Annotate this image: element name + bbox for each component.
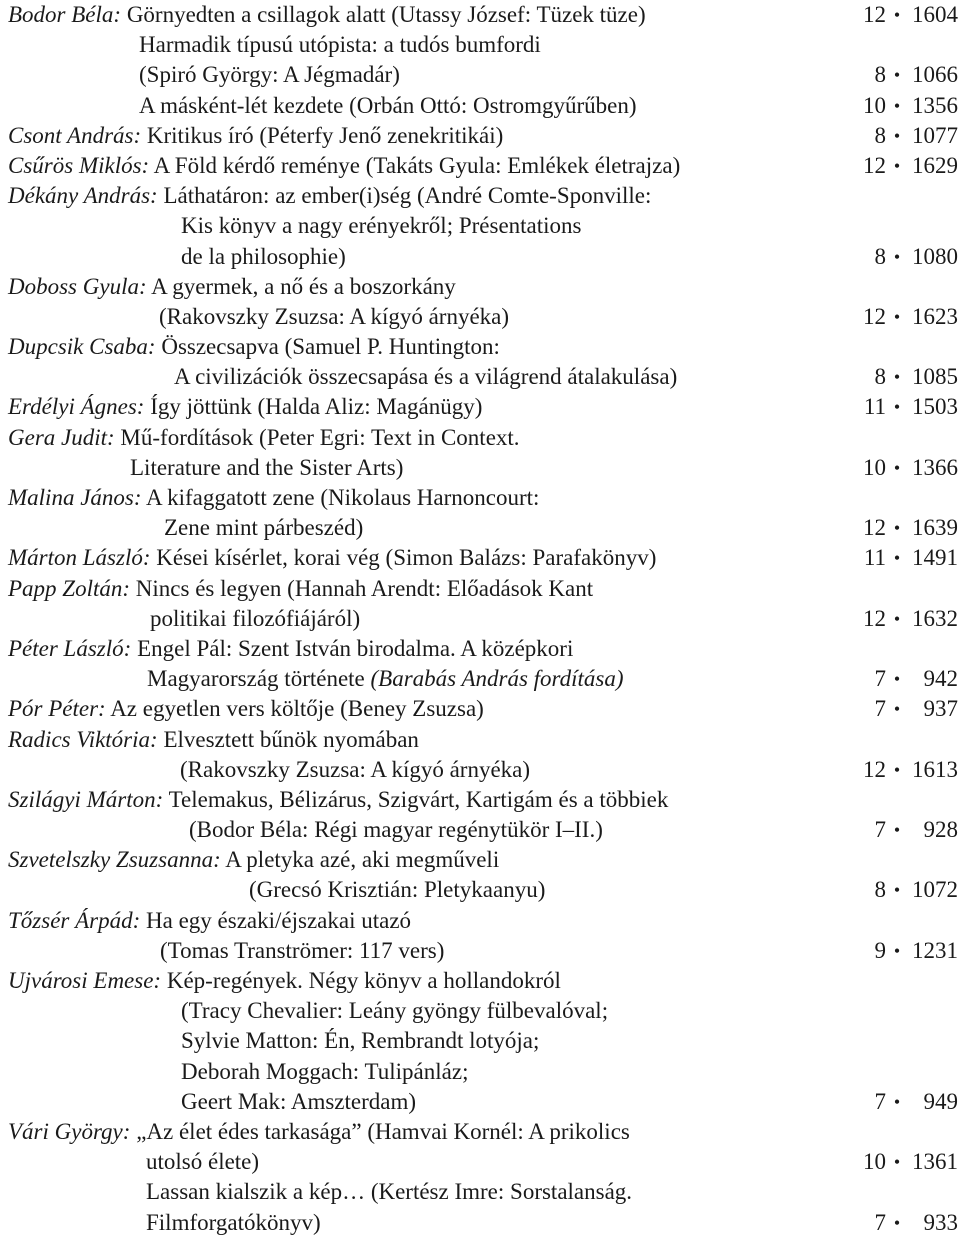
page-number: 1491	[912, 545, 958, 571]
review-title: Literature and the Sister Arts)	[130, 454, 404, 480]
bullet-separator: •	[893, 125, 901, 146]
issue-page-reference	[852, 362, 958, 392]
entry-text	[159, 302, 509, 332]
review-title: A másként-lét kezdete (Orbán Ottó: Ostromgyűrűben)	[139, 92, 637, 118]
index-entry-line	[0, 91, 960, 121]
issue-page-reference	[852, 242, 958, 272]
author-name: Bodor Béla:	[8, 2, 122, 27]
issue-page-reference	[852, 302, 958, 332]
bullet-separator: •	[893, 820, 901, 841]
entry-text	[160, 936, 444, 966]
author-name: Vári György:	[8, 1118, 131, 1144]
entry-text	[180, 755, 530, 785]
index-entry-line	[0, 1177, 960, 1207]
page-number: 1072	[912, 877, 958, 903]
page-number: 1623	[912, 303, 958, 329]
issue-number: 8	[874, 62, 886, 88]
index-entry-line	[0, 664, 960, 694]
issue-page-reference	[852, 151, 958, 181]
review-title: A Föld kérdő reménye (Takáts Gyula: Emlékek életrajza)	[149, 152, 681, 178]
author-name: Szilágyi Márton:	[8, 786, 164, 812]
index-entry-line	[0, 30, 960, 60]
page-number: 1231	[912, 937, 958, 963]
review-title: A pletyka azé, aki megműveli	[220, 847, 500, 873]
author-name: Gera Judit:	[8, 424, 115, 450]
bullet-separator: •	[893, 246, 901, 267]
index-entry-line	[0, 1147, 960, 1177]
entry-text	[146, 1208, 321, 1238]
review-title: A kifaggatott zene (Nikolaus Harnoncourt:	[141, 485, 540, 510]
bullet-separator: •	[893, 1091, 901, 1112]
entry-text	[8, 0, 646, 30]
review-title: (Tomas Tranströmer: 117 vers)	[160, 937, 445, 963]
index-entry-line	[0, 543, 960, 573]
review-title: Telemakus, Bélizárus, Szigvárt, Kartigám és a többiek	[163, 786, 669, 812]
review-title: A civilizációk összecsapása és a világrend átalakulása)	[174, 364, 678, 390]
issue-page-reference	[852, 453, 958, 483]
author-name: Erdélyi Ágnes:	[8, 394, 145, 420]
issue-page-reference	[852, 815, 958, 845]
issue-page-reference	[852, 1087, 958, 1117]
entry-text	[8, 845, 499, 875]
index-entry-line	[0, 453, 960, 483]
author-name: Radics Viktória:	[8, 726, 158, 752]
review-title: Így jöttünk (Halda Aliz: Magánügy)	[144, 394, 483, 420]
review-title: Kései kísérlet, korai vég (Simon Balázs: Parafakönyv)	[150, 545, 657, 571]
issue-page-reference	[852, 1208, 958, 1238]
entry-text	[8, 332, 500, 362]
bullet-separator: •	[893, 65, 901, 86]
entry-text	[164, 513, 363, 543]
entry-text	[146, 1177, 632, 1207]
issue-number: 8	[874, 877, 886, 903]
review-title: „Az élet édes tarkasága” (Hamvai Kornél: A prikolics	[130, 1118, 630, 1144]
entry-text	[146, 1147, 259, 1177]
review-title: Filmforgatókönyv)	[146, 1209, 321, 1235]
index-entry-line	[0, 785, 960, 815]
issue-page-reference	[852, 392, 958, 422]
review-title: Kép-regények. Négy könyv a hollandokról	[161, 968, 561, 993]
index-entry-line	[0, 755, 960, 785]
issue-page-reference	[852, 694, 958, 724]
author-name: Papp Zoltán:	[8, 575, 131, 601]
bullet-separator: •	[893, 518, 901, 539]
issue-number: 12	[863, 303, 886, 329]
index-entry-line	[0, 604, 960, 634]
author-name: Pór Péter:	[8, 696, 106, 722]
issue-number: 11	[863, 394, 886, 420]
review-title: politikai filozófiájáról)	[150, 605, 361, 631]
review-title: de la philosophie)	[181, 243, 346, 269]
review-title: Görnyedten a csillagok alatt (Utassy József: Tüzek tüze)	[121, 2, 646, 27]
entry-text	[181, 996, 608, 1026]
review-title: (Grecsó Krisztián: Pletykaanyu)	[249, 877, 546, 903]
review-title: (Tracy Chevalier: Leány gyöngy fülbevalóval;	[181, 998, 609, 1024]
entry-text	[8, 151, 680, 181]
issue-page-reference	[852, 543, 958, 573]
bullet-separator: •	[893, 95, 901, 116]
author-name: Csont András:	[8, 122, 142, 148]
bullet-separator: •	[893, 940, 901, 961]
issue-number: 7	[874, 817, 886, 843]
page-number: 1503	[912, 394, 958, 420]
entry-text	[8, 966, 561, 996]
issue-number: 7	[874, 696, 886, 722]
entry-text	[181, 1057, 468, 1087]
issue-number: 12	[863, 152, 886, 178]
index-entry-line	[0, 634, 960, 664]
index-entry-line	[0, 996, 960, 1026]
issue-number: 12	[863, 756, 886, 782]
index-entry-line	[0, 121, 960, 151]
bullet-separator: •	[893, 699, 901, 720]
entry-text	[8, 574, 593, 604]
issue-number: 9	[874, 937, 886, 963]
page-number: 1077	[912, 122, 958, 148]
review-title: (Spiró György: A Jégmadár)	[139, 62, 400, 88]
index-entry-line	[0, 875, 960, 905]
page-number: 1613	[912, 756, 958, 782]
page-number: 1080	[912, 243, 958, 269]
bullet-separator: •	[893, 457, 901, 478]
issue-number: 12	[863, 515, 886, 541]
entry-text	[181, 1026, 539, 1056]
review-title: Engel Pál: Szent István birodalma. A középkori	[131, 635, 574, 661]
review-title: Ha egy északi/éjszakai utazó	[140, 907, 412, 933]
review-title: Az egyetlen vers költője (Beney Zsuzsa)	[105, 696, 484, 722]
entry-text	[147, 664, 624, 694]
issue-page-reference	[852, 1147, 958, 1177]
page-number: 1356	[912, 92, 958, 118]
issue-number: 8	[874, 243, 886, 269]
page-number: 1604	[912, 2, 958, 27]
review-title: (Rakovszky Zsuzsa: A kígyó árnyéka)	[159, 303, 510, 329]
bullet-separator: •	[893, 608, 901, 629]
page-number: 1085	[912, 364, 958, 390]
author-name: Szvetelszky Zsuzsanna:	[8, 847, 221, 873]
author-name: Dupcsik Csaba:	[8, 334, 156, 360]
bullet-separator: •	[893, 669, 901, 690]
issue-number: 8	[874, 364, 886, 390]
review-title: Elvesztett bűnök nyomában	[157, 726, 419, 752]
issue-page-reference	[852, 604, 958, 634]
index-entry-line	[0, 1057, 960, 1087]
index-entry-line	[0, 211, 960, 241]
author-name: Malina János:	[8, 485, 142, 510]
author-name: Dékány András:	[8, 183, 158, 209]
entry-text	[8, 906, 411, 936]
bullet-separator: •	[893, 1152, 901, 1173]
index-entry-line	[0, 1208, 960, 1238]
issue-page-reference	[852, 91, 958, 121]
issue-number: 11	[863, 545, 886, 571]
entry-text	[8, 694, 484, 724]
entry-text	[139, 60, 400, 90]
index-entry-line	[0, 151, 960, 181]
index-entry-line	[0, 845, 960, 875]
index-entry-line	[0, 392, 960, 422]
author-name: Ujvárosi Emese:	[8, 968, 162, 993]
issue-number: 8	[874, 122, 886, 148]
review-title: Zene mint párbeszéd)	[164, 515, 364, 541]
bullet-separator: •	[893, 367, 901, 388]
entry-text	[150, 604, 360, 634]
review-title: Összecsapva (Samuel P. Huntington:	[155, 334, 500, 360]
review-title: utolsó élete)	[146, 1149, 260, 1175]
page-number: 1366	[912, 454, 958, 480]
translator-note: (Barabás András fordítása)	[370, 666, 624, 692]
review-title: Deborah Moggach: Tulipánláz;	[181, 1058, 469, 1084]
index-entry-line	[0, 936, 960, 966]
index-entry-line	[0, 725, 960, 755]
index-entry-line	[0, 574, 960, 604]
bullet-separator: •	[893, 306, 901, 327]
entry-text	[8, 1117, 630, 1147]
entry-text	[174, 362, 677, 392]
author-name: Márton László:	[8, 545, 151, 571]
index-entry-line	[0, 0, 960, 30]
index-entry-line	[0, 966, 960, 996]
page-number: 1629	[912, 152, 958, 178]
entry-text	[181, 1087, 416, 1117]
index-entry-line	[0, 362, 960, 392]
page-number: 1632	[912, 605, 958, 631]
issue-number: 7	[874, 1209, 886, 1235]
page-number: 949	[923, 1088, 958, 1114]
index-entry-line	[0, 60, 960, 90]
review-title: A gyermek, a nő és a boszorkány	[146, 273, 456, 299]
issue-page-reference	[852, 875, 958, 905]
issue-page-reference	[852, 664, 958, 694]
issue-number: 7	[874, 1088, 886, 1114]
bullet-separator: •	[893, 5, 901, 25]
author-name: Péter László:	[8, 635, 132, 661]
issue-page-reference	[852, 513, 958, 543]
index-entry-line	[0, 513, 960, 543]
review-title: Mű-fordítások (Peter Egri: Text in Context.	[114, 424, 520, 450]
page-number: 1066	[912, 62, 958, 88]
bullet-separator: •	[893, 548, 901, 569]
review-title: Sylvie Matton: Én, Rembrandt lotyója;	[181, 1028, 540, 1054]
entry-text	[8, 423, 520, 453]
index-entry-line	[0, 483, 960, 513]
entry-text	[139, 91, 637, 121]
index-entry-line	[0, 906, 960, 936]
issue-number: 12	[863, 605, 886, 631]
index-entry-line	[0, 815, 960, 845]
entry-text	[130, 453, 403, 483]
entry-text	[181, 242, 346, 272]
review-title: Láthatáron: az ember(i)ség (André Comte-Sponville:	[157, 183, 652, 209]
page-number: 928	[923, 817, 958, 843]
bullet-separator: •	[893, 397, 901, 418]
page-number: 1361	[912, 1149, 958, 1175]
index-entry-line	[0, 181, 960, 211]
index-entry-line	[0, 423, 960, 453]
page-number: 1639	[912, 515, 958, 541]
page-number: 937	[923, 696, 958, 722]
page-number: 942	[923, 666, 958, 692]
issue-page-reference	[852, 0, 958, 30]
index-entry-line	[0, 1117, 960, 1147]
entry-text	[8, 181, 651, 211]
entry-text	[8, 121, 503, 151]
page-number: 933	[923, 1209, 958, 1235]
review-title: Lassan kialszik a kép… (Kertész Imre: Sorstalanság.	[146, 1179, 633, 1205]
entry-text	[249, 875, 545, 905]
review-title: Nincs és legyen (Hannah Arendt: Előadások Kant	[130, 575, 594, 601]
review-title: (Rakovszky Zsuzsa: A kígyó árnyéka)	[180, 756, 531, 782]
issue-page-reference	[852, 936, 958, 966]
entry-text	[189, 815, 603, 845]
index-entry-line	[0, 302, 960, 332]
bullet-separator: •	[893, 880, 901, 901]
issue-page-reference	[852, 755, 958, 785]
issue-page-reference	[852, 60, 958, 90]
review-title: Kritikus író (Péterfy Jenő zenekritikái)	[141, 122, 504, 148]
entry-text	[8, 483, 539, 513]
review-title: (Bodor Béla: Régi magyar regénytükör I–II.)	[189, 817, 603, 843]
author-name: Tőzsér Árpád:	[8, 907, 141, 933]
index-entry-line	[0, 332, 960, 362]
index-entry-line	[0, 694, 960, 724]
author-name: Doboss Gyula:	[8, 273, 147, 299]
author-name: Csűrös Miklós:	[8, 152, 150, 178]
entry-text	[8, 785, 668, 815]
review-title: Harmadik típusú utópista: a tudós bumfordi	[139, 32, 541, 58]
entry-text	[8, 725, 419, 755]
entry-text	[8, 272, 456, 302]
issue-page-reference	[852, 121, 958, 151]
index-entry-line	[0, 1026, 960, 1056]
issue-number: 7	[874, 666, 886, 692]
review-title: Magyarország története	[147, 666, 371, 692]
entry-text	[8, 634, 573, 664]
index-entry-line	[0, 242, 960, 272]
bullet-separator: •	[893, 1212, 901, 1233]
review-title: Geert Mak: Amszterdam)	[181, 1088, 417, 1114]
entry-text	[181, 211, 582, 241]
issue-number: 12	[863, 2, 886, 27]
bullet-separator: •	[893, 759, 901, 780]
index-entry-line	[0, 272, 960, 302]
bullet-separator: •	[893, 155, 901, 176]
index-entry-line	[0, 1087, 960, 1117]
issue-number: 10	[863, 92, 886, 118]
issue-number: 10	[863, 1149, 886, 1175]
issue-number: 10	[863, 454, 886, 480]
entry-text	[139, 30, 541, 60]
entry-text	[8, 543, 656, 573]
review-title: Kis könyv a nagy erényekről; Présentations	[181, 213, 582, 239]
entry-text	[8, 392, 482, 422]
